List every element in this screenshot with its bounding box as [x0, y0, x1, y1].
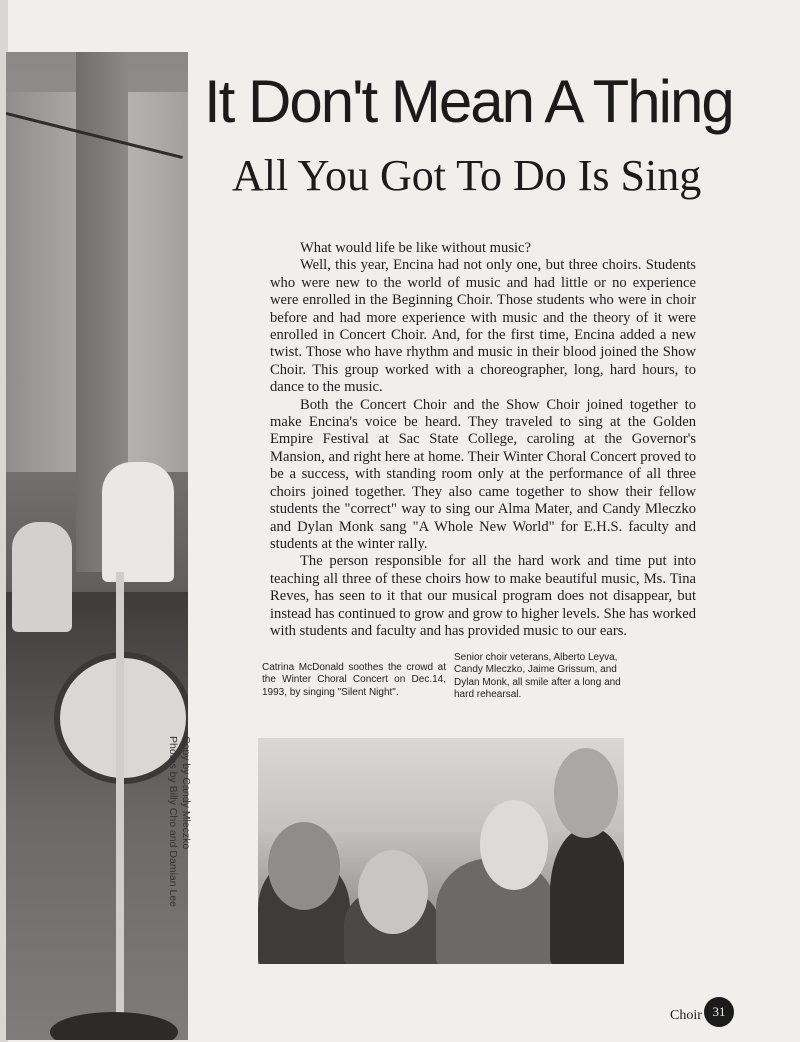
photo-face	[554, 748, 618, 838]
article-paragraph: What would life be like without music?	[300, 240, 532, 256]
article-paragraph: Well, this year, Encina had not only one, but three choirs. Students who were new to the world of music and had little or no experience were enrolled in the Beginning Choir. Those students who were in choir before and had more experience with music and the theory of it were enrolled in Concert Choir. And, for the first time, Encina added a new twist. Those who have rhythm and music in their blood joined the Show Choir. This group worked with a choreographer, long, hard hours, to dance to the music.	[270, 257, 696, 396]
photo-person	[550, 828, 624, 964]
photo-face	[480, 800, 548, 890]
caption-group: Senior choir veterans, Alberto Leyva, Candy Mleczko, Jaime Grissum, and Dylan Monk, all smile after a long and hard rehearsal.	[454, 652, 621, 701]
article-paragraph: The person responsible for all the hard work and time put into teaching all three of these choirs how to make beautiful music, Ms. Tina Reves, has seen to it that our musical program does not disappear, but instead has continued to grow and grow to higher levels. She has worked with students and faculty and has provided music to our ears.	[270, 553, 696, 639]
caption-concert: Catrina McDonald soothes the crowd at the Winter Choral Concert on Dec.14, 1993, by singing "Silent Night".	[262, 662, 446, 698]
photo-credits	[166, 736, 192, 926]
photo-credit: Photos by Billy Cho and Damian Lee	[167, 736, 179, 908]
page-number-badge: 31	[704, 997, 734, 1027]
photo-drummer	[102, 462, 174, 582]
photo-mic-stand	[116, 572, 124, 1040]
photo-face	[268, 822, 340, 910]
subheadline: All You Got To Do Is Sing	[232, 151, 702, 200]
article-body	[270, 240, 696, 640]
photo-singer	[12, 522, 72, 632]
copy-credit: Copy by Candy Mleczko	[180, 736, 192, 850]
photo-face	[358, 850, 428, 934]
section-label: Choir	[670, 1008, 702, 1023]
group-photo	[258, 738, 624, 964]
headline: It Don't Mean A Thing	[204, 68, 733, 135]
concert-photo	[6, 52, 188, 1040]
article-paragraph: Both the Concert Choir and the Show Choir joined together to make Encina's voice be heard. They traveled to sing at the Golden Empire Festival at Sac State College, caroling at the Governor's Mansion, and right here at home. Their Winter Choral Concert proved to be a success, with standing room only at the performance of all three choirs joined together. They also came together to show their fellow students the "correct" way to sing our Alma Mater, and Candy Mleczko and Dylan Monk sang "A Whole New World" for E.H.S. faculty and students at the winter rally.	[270, 396, 696, 552]
